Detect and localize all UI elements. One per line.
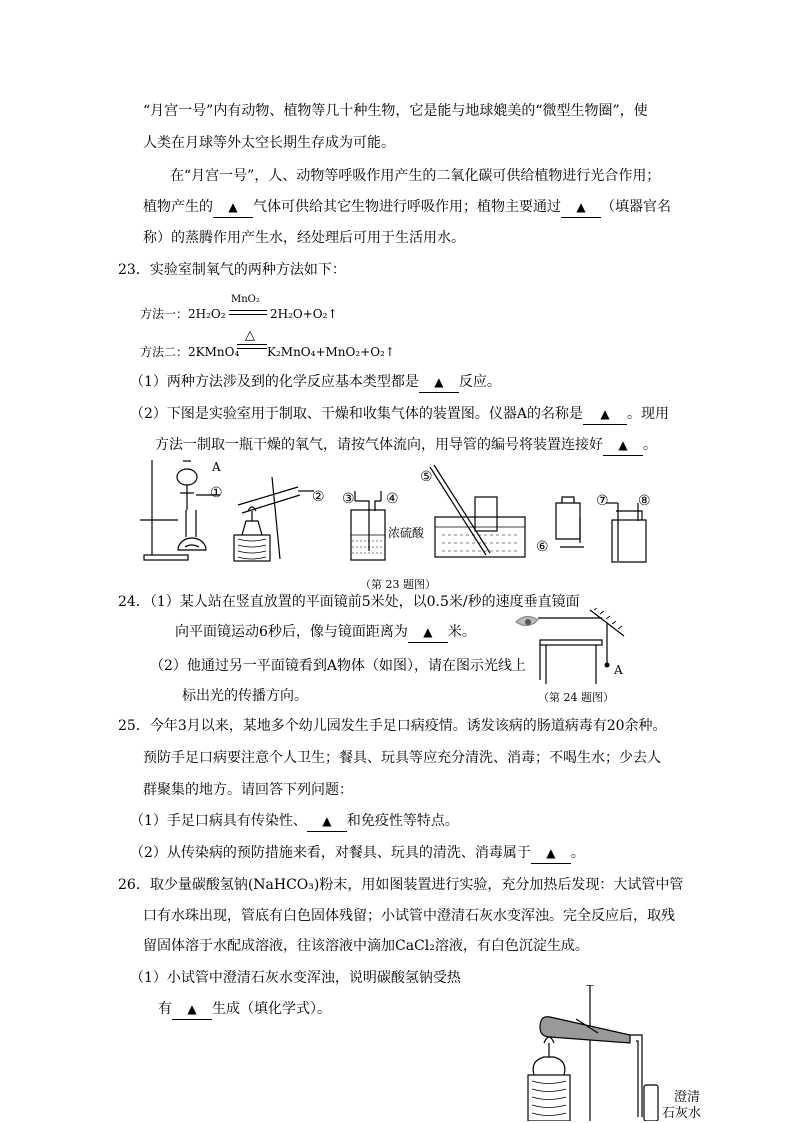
q24-line-3: （2）他通过另一平面镜看到A物体（如图），请在图示光线上: [150, 658, 527, 674]
bottle-body: [612, 520, 646, 562]
q25-line-2: 预防手足口病要注意个人卫生；餐具、玩具等应充分清洗、消毒；不喝生水；少去人: [143, 750, 661, 766]
blank-mark-icon: ▲: [228, 200, 238, 214]
blank-mark-icon: ▲: [546, 846, 556, 860]
intro-line-1: “月宫一号”内有动物、植物等几十种生物，它是能与地球媲美的“微型生物圈”，使: [143, 103, 648, 119]
q23-sub1: [130, 372, 501, 393]
text: 。: [643, 437, 657, 453]
equals-sign: [229, 310, 267, 315]
blank-mark-icon: ▲: [187, 1002, 197, 1016]
q24-line-1: 24．（1）某人站在竖直放置的平面镜前5米处，以0.5米/秒的速度垂直镜面: [118, 594, 580, 610]
alcohol-lamp: [533, 1057, 565, 1075]
answer-blank[interactable]: [561, 197, 601, 218]
method2-left: 2KMnO₄: [188, 345, 240, 359]
collection-bottle: [556, 503, 580, 539]
text: 反应。: [458, 374, 501, 390]
text: 方法一制取一瓶干燥的氧气，请按气体流向，用导管的编号将装置连接好: [155, 437, 603, 453]
intro-line-2: 人类在月球等外太空长期生存成为可能。: [143, 135, 395, 151]
method2-label: 方法二：: [140, 345, 189, 359]
tube-number-5: ⑤: [420, 469, 433, 485]
tube-number-2: ②: [312, 489, 325, 505]
equals-sign: [237, 344, 267, 349]
q26-line-2: 口有水珠出现，管底有白色固体残留；小试管中澄清石灰水变浑浊。完全反应后，取残: [143, 908, 675, 924]
text: （2）从传染病的预防措施来看，对餐具、玩具的清洗、消毒属于: [130, 845, 531, 861]
text: 气体可供给其它生物进行呼吸作用；植物主要通过: [253, 199, 561, 215]
answer-blank[interactable]: [419, 372, 459, 393]
answer-blank[interactable]: [583, 404, 627, 425]
method1-catalyst: MnO₂: [231, 294, 260, 305]
text: 植物产生的: [143, 199, 213, 215]
round-flask: [178, 538, 206, 550]
object-a-point: [605, 663, 610, 668]
alcohol-lamp: [242, 521, 262, 535]
q26-line-1: 26．取少量碳酸氢钠(NaHCO₃)粉末，用如图装置进行实验，充分加热后发现：大试管中管: [118, 877, 684, 893]
answer-blank[interactable]: [172, 999, 212, 1020]
method1-label: 方法一：: [140, 307, 189, 321]
text: 有: [158, 1001, 172, 1017]
q24-mirror-figure: [510, 608, 640, 688]
method2-right: K₂MnO₄+MnO₂+O₂↑: [267, 345, 395, 359]
q23-title: 23．实验室制氧气的两种方法如下：: [118, 262, 346, 278]
text: （填器官名: [601, 199, 671, 215]
delivery-tube: [630, 1035, 642, 1117]
q25-line-1: 25．今年3月以来，某地多个幼儿园发生手足口病疫情。诱发该病的肠道病毒有20余种。: [118, 718, 667, 734]
acid-label: 浓硫酸: [388, 526, 425, 540]
separatory-funnel: [177, 469, 197, 485]
text: （2）下图是实验室用于制取、干燥和收集气体的装置图。仪器A的名称是: [130, 406, 584, 422]
q26-sub1-cont: [158, 999, 331, 1020]
water-trough: [430, 465, 525, 557]
q23-sub2: [130, 404, 669, 425]
answer-blank[interactable]: [603, 435, 643, 456]
tube-number-8: ⑧: [638, 493, 651, 509]
blank-mark-icon: ▲: [576, 200, 586, 214]
large-test-tube: [540, 1017, 630, 1043]
tube-number-6: ⑥: [536, 539, 549, 555]
tube-number-3: ③: [342, 491, 355, 507]
text: 米。: [447, 624, 476, 640]
text: 向平面镜运动6秒后，像与镜面距离为: [175, 624, 408, 640]
test-tube: [238, 487, 298, 505]
text: 生成（填化学式）。: [212, 1001, 331, 1017]
q24-line-2: [175, 622, 476, 643]
fig-label-a: A: [614, 663, 623, 677]
q25-sub2: [130, 843, 585, 864]
tube-number-1: ①: [210, 485, 223, 501]
text: （1）手足口病具有传染性、: [130, 813, 307, 829]
small-test-tube: [644, 1085, 658, 1121]
tube-number-7: ⑦: [596, 493, 609, 509]
limewater-label-2: 石灰水: [662, 1106, 702, 1121]
q25-sub1: [130, 811, 459, 832]
tube-number-4: ④: [386, 491, 399, 507]
answer-blank[interactable]: [307, 811, 347, 832]
text: 和免疫性等特点。: [346, 813, 459, 829]
limewater-label-1: 澄清: [674, 1090, 701, 1105]
q26-sub1: （1）小试管中澄清石灰水变浑浊，说明碳酸氢钠受热: [130, 970, 461, 986]
heat-icon: △: [245, 328, 255, 343]
blank-mark-icon: ▲: [322, 814, 332, 828]
q23-method2: [140, 342, 239, 362]
q23-caption: （第 23 题图）: [360, 578, 436, 591]
blank-mark-icon: ▲: [434, 375, 444, 389]
text: 。现用: [627, 406, 670, 422]
text: 。: [570, 845, 585, 861]
q24-line-4: 标出光的传播方向。: [182, 688, 308, 704]
flask-apparatus: [140, 460, 220, 560]
method1-right: 2H₂O+O₂↑: [270, 307, 338, 321]
table-top: [540, 640, 602, 645]
delivery-tube: [430, 467, 486, 555]
collection-bottle-2: [606, 503, 646, 562]
intro-line-3: 在“月宫一号”，人、动物等呼吸作用产生的二氧化碳可供给植物进行光合作用；: [170, 168, 661, 184]
wash-bottle: [351, 491, 385, 560]
answer-blank[interactable]: [531, 843, 571, 864]
q23-apparatus-figure: [130, 455, 670, 575]
answer-blank[interactable]: [408, 622, 448, 643]
q23-method1: [140, 304, 226, 324]
intro-line-5: 称）的蒸腾作用产生水，经处理后可用于生活用水。: [143, 230, 465, 246]
method1-left: 2H₂O₂: [188, 307, 226, 321]
gas-jar: [475, 497, 497, 531]
answer-blank[interactable]: [213, 197, 253, 218]
blank-mark-icon: ▲: [618, 438, 628, 452]
q23-sub2-cont: [155, 435, 657, 456]
heated-tube-apparatus: [234, 477, 314, 561]
stand-base: [144, 555, 188, 560]
q25-line-3: 群聚集的地方。请回答下列问题：: [143, 782, 353, 798]
text: （1）两种方法涉及到的化学反应基本类型都是: [130, 374, 419, 390]
q26-line-3: 留固体溶于水配成溶液，往该溶液中滴加CaCl₂溶液，有白色沉淀生成。: [143, 938, 589, 954]
fig-label-a: A: [212, 460, 221, 474]
inverted-bottle: [556, 497, 584, 547]
blank-mark-icon: ▲: [423, 625, 433, 639]
blank-mark-icon: ▲: [600, 407, 610, 421]
intro-line-4: [143, 197, 671, 218]
q26-apparatus-figure: [520, 985, 720, 1121]
q24-caption: （第 24 题图）: [538, 691, 614, 704]
